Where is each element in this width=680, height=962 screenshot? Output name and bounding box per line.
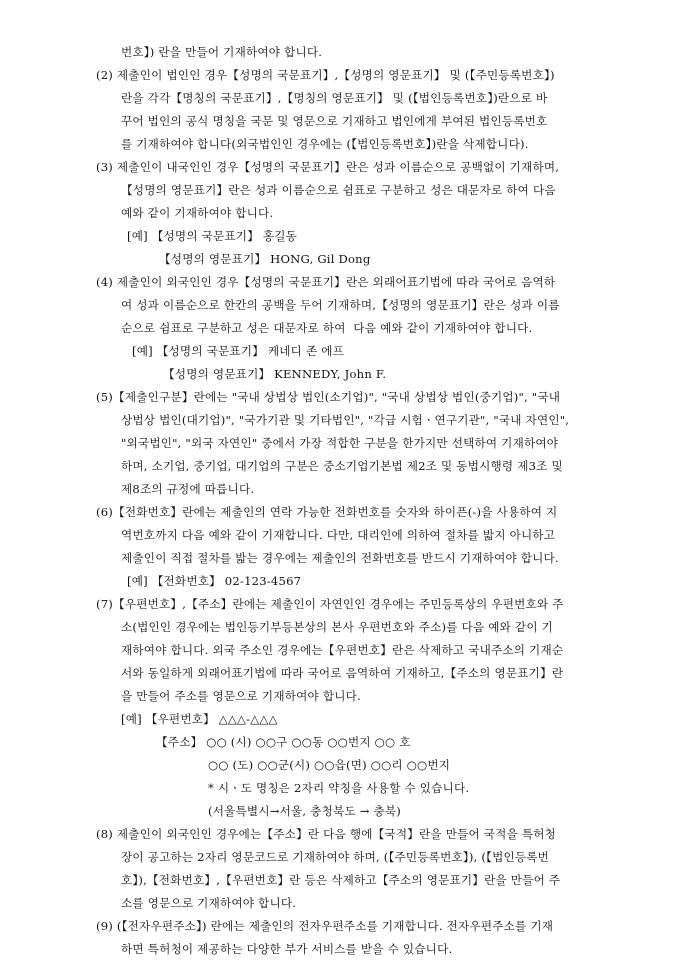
text-line: 여 성과 이름순으로 한칸의 공백을 두어 기재하며,【성명의 영문표기】란은 성과 이름 [121, 298, 560, 312]
text-line: 【성명의 영문표기】란은 성과 이름순으로 쉼표로 구분하고 성은 대문자로 하여 다음 [121, 183, 556, 197]
item-9-line: (9) (【전자우편주소】) 란에는 제출인의 전자우편주소를 기재합니다. 전자우편주소를 기재 [96, 919, 554, 933]
text-line: 역번호까지 다음 예와 같이 기재합니다. 다만, 대리인에 의하여 절차를 밟지 아니하고 [121, 528, 556, 542]
example-line: 【성명의 영문표기】 KENNEDY, John F. [163, 367, 387, 381]
text-line: 꾸어 법인의 공식 명칭을 국문 및 영문으로 기재하고 법인에게 부여된 법인등록번호 [121, 114, 548, 128]
example-line: [예] 【전화번호】 02-123-4567 [127, 574, 302, 588]
example-line: ○○ (도) ○○군(시) ○○읍(면) ○○리 ○○번지 [208, 758, 451, 772]
item-5-line: (5)【제출인구분】란에는 "국내 상법상 법인(소기업)", "국내 상법상 법인(중기업)", "국내 [96, 390, 561, 404]
example-line: [예] 【성명의 국문표기】 케네디 존 에프 [132, 344, 345, 358]
example-note: (서울특별시→서울, 충청북도 → 충북) [208, 804, 402, 818]
text-line: 소를 영문으로 기재하여야 합니다. [121, 896, 297, 910]
example-line: 【주소】 ○○ (시) ○○구 ○○동 ○○번지 ○○ 호 [156, 735, 411, 749]
text-line: 예와 같이 기재하여야 합니다. [121, 206, 274, 220]
example-note: * 시ㆍ도 명칭은 2자리 약칭을 사용할 수 있습니다. [208, 781, 470, 795]
item-4-line: (4) 제출인이 외국인인 경우【성명의 국문표기】란은 외래어표기법에 따라 국어로 음역하 [96, 275, 556, 289]
example-line: [예] 【성명의 국문표기】 홍길동 [127, 229, 298, 243]
text-line: 호】),【전화번호】,【우편번호】란 등은 삭제하고【주소의 영문표기】란을 만들어 주 [121, 873, 561, 887]
text-line: "외국법인", "외국 자연인" 중에서 가장 적합한 구분을 한가지만 선택하여 기재하여야 [121, 436, 559, 450]
text-line: 을 만들어 주소를 영문으로 기재하여야 합니다. [121, 689, 361, 703]
text-line: 번호】) 란을 만들어 기재하여야 합니다. [121, 45, 323, 59]
text-line: 상법상 법인(대기업)", "국가기관 및 기타법인", "각급 시험ㆍ연구기관", "국내 자연인", [121, 413, 570, 427]
item-2-line: (2) 제출인이 법인인 경우【성명의 국문표기】,【성명의 영문표기】 및 (【주민등록번호】) [96, 68, 555, 82]
text-line: 하면 특허청이 제공하는 다양한 부가 서비스를 받을 수 있습니다. [121, 942, 453, 956]
example-line: [예] 【우편번호】 △△△-△△△ [121, 712, 278, 726]
item-3-line: (3) 제출인이 내국인인 경우【성명의 국문표기】란은 성과 이름순으로 공백없이 기재하며, [96, 160, 560, 174]
text-line: 재하여야 합니다. 외국 주소인 경우에는【우편번호】란은 삭제하고 국내주소의 기재순 [121, 643, 564, 657]
text-line: 제출인이 직접 절차를 밟는 경우에는 제출인의 전화번호를 반드시 기재하여야 합니다. [121, 551, 559, 565]
text-line: 란을 각각【명칭의 국문표기】,【명칭의 영문표기】 및 (【법인등록번호】)란으로 바 [121, 91, 548, 105]
text-line: 를 기재하여야 합니다(외국법인인 경우에는 (【법인등록번호】)란을 삭제합니다). [121, 137, 529, 151]
text-line: 소(법인인 경우에는 법인등기부등본상의 본사 우편번호와 주소)를 다음 예와 같이 기 [121, 620, 554, 634]
item-7-line: (7)【우편번호】,【주소】란에는 제출인이 자연인인 경우에는 주민등록상의 우편번호와 주 [96, 597, 564, 611]
item-8-line: (8) 제출인이 외국인인 경우에는【주소】란 다음 행에【국적】란을 만들어 국적을 특허청 [96, 827, 557, 841]
text-line: 하며, 소기업, 중기업, 대기업의 구분은 중소기업기본법 제2조 및 동법시행령 제3조 및 [121, 459, 563, 473]
text-line: 순으로 쉼표로 구분하고 성은 대문자로 하여 다음 예와 같이 기재하여야 합니다. [121, 321, 533, 335]
item-6-line: (6)【전화번호】란에는 제출인의 연락 가능한 전화번호를 숫자와 하이픈(-)을 사용하여 지 [96, 505, 558, 519]
text-line: 제8조의 규정에 따릅니다. [121, 482, 255, 496]
text-line: 서와 동일하게 외래어표기법에 따라 국어로 음역하여 기재하고,【주소의 영문표기】란 [121, 666, 564, 680]
text-line: 장이 공고하는 2자리 영문코드로 기재하여야 하며, (【주민등록번호】), (【법인등록번 [121, 850, 550, 864]
example-line: 【성명의 영문표기】 HONG, Gil Dong [159, 252, 371, 266]
